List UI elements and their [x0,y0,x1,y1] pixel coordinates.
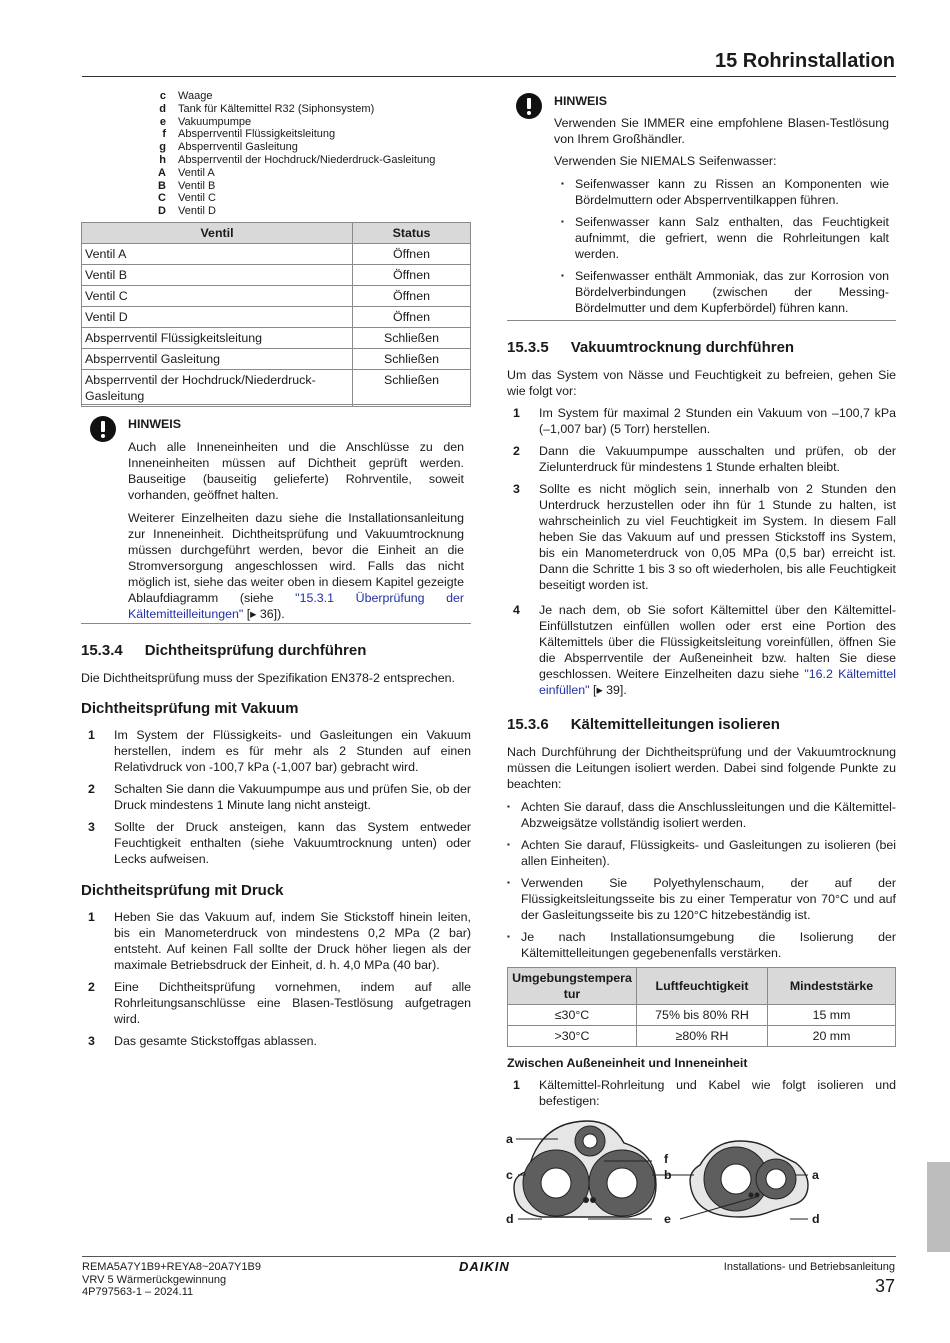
table-cell: 20 mm [768,1026,896,1047]
table-cell: >30°C [508,1026,637,1047]
insulation-table [507,967,896,1047]
legend-text: Ventil B [178,179,216,192]
table-cell: Öffnen [353,286,471,307]
table-cell: 15 mm [768,1005,896,1026]
note-paragraph-2 [128,510,464,622]
pipe [541,1168,571,1198]
section-heading-15-3-4 [81,642,366,660]
header-rule [82,76,896,77]
table-header: Luftfeuchtigkeit [637,968,768,1005]
diagram-label-f: f [664,1152,669,1166]
legend-item [150,154,435,167]
diagram-label-d-right: d [812,1212,820,1226]
step-number: 1 [513,1078,520,1092]
legend-text: Ventil D [178,205,216,218]
table-cell: Öffnen [353,265,471,286]
table-row [82,370,471,407]
list-item [88,819,471,867]
cable-dot [590,1197,596,1203]
isolation-steps [513,1077,896,1115]
legend-key: h [159,153,166,166]
table-cell: Schließen [353,328,471,349]
cable-dot [749,1193,754,1198]
step-number: 3 [88,820,95,834]
step-number: 2 [513,444,520,458]
legend-item [150,90,435,103]
list-item [513,481,896,593]
bullet-text: Seifenwasser enthält Ammoniak, das zur Korrosion von Bördelverbindungen (zwischen der Messing-Bördelmutter und dem Kupferbördel) führen kann. [575,269,889,315]
bullet-mark: ▪ [561,217,564,226]
section-intro: Um das System von Nässe und Feuchtigkeit zu befreien, gehen Sie wie folgt vor: [507,368,896,398]
legend-text: Waage [178,90,213,102]
legend-text: Absperrventil der Hochdruck/Niederdruck-Gasleitung [178,153,436,166]
step-number: 1 [88,910,95,924]
section-intro: Nach Durchführung der Dichtheitsprüfung und der Vakuumtrocknung müssen die Leitungen isoliert werden. Dabei sind folgende Punkte zu beachten: [507,745,896,791]
step-number: 3 [513,482,520,496]
note-paragraph-1: Auch alle Inneneinheiten und die Anschlüsse zu den Inneneinheiten müssen auf Dichtheit geprüft werden. Bauseitige (bauseitig gelieferte) Rohrventile, soweit vorhanden, geöffnet halten. [128,440,464,502]
legend-text: Ventil A [178,166,215,179]
diagram-label-a-right: a [812,1168,819,1182]
page-reference: [▸ 39]. [589,683,627,697]
pressure-steps [88,909,471,1055]
legend-key: A [158,166,166,179]
legend-item [150,167,435,180]
step-text: Schalten Sie dann die Vakuumpumpe aus und prüfen Sie, ob der Druck mindestens 1 Minute lang nicht ansteigt. [114,782,471,812]
table-header-status: Status [353,223,471,244]
pipe [607,1168,637,1198]
table-cell: Öffnen [353,244,471,265]
daikin-logo: DAIKIN [459,1259,510,1274]
section-title: Vakuumtrocknung durchführen [570,339,795,356]
legend-list [150,90,435,218]
section-title: Dichtheitsprüfung durchführen [144,642,367,659]
bullet-mark: ▪ [507,840,510,849]
legend-item [150,103,435,116]
vacuum-drying-step-4 [513,602,896,704]
vacuum-drying-steps [513,405,896,599]
warning-icon [516,93,542,119]
table-header: Umgebungstempera tur [508,968,637,1005]
list-item [513,443,896,475]
step-text: Das gesamte Stickstoffgas ablassen. [114,1034,317,1048]
note-paragraph-2: Verwenden Sie NIEMALS Seifenwasser: [554,154,777,168]
step-number: 4 [513,603,520,617]
footer-rule [82,1256,896,1257]
table-cell: ≥80% RH [637,1026,768,1047]
bullet-mark: ▪ [507,878,510,887]
valve-status-table [81,222,471,407]
footer-document-info [82,1261,261,1299]
cross-reference-link[interactable]: "16.2 Kältemittel einfüllen" [539,667,896,697]
table-row [82,286,471,307]
vacuum-steps [88,727,471,873]
table-row [508,1005,896,1026]
step-number: 2 [88,980,95,994]
footer-doc-number: 4P797563-1 – 2024.11 [82,1286,194,1298]
list-item [88,909,471,973]
table-row [82,307,471,328]
step-text: Im System für maximal 2 Stunden ein Vakuum von –100,7 kPa (–1,007 bar) (5 Torr) herstellen. [539,406,896,436]
subheading-druck: Dichtheitsprüfung mit Druck [81,882,284,899]
note-rule-bottom [81,623,471,624]
legend-key: g [159,141,166,154]
table-row [82,265,471,286]
section-heading-15-3-6 [507,716,780,734]
bullet-mark: ▪ [507,932,510,941]
legend-key: D [158,205,166,218]
subheading-zwischen: Zwischen Außeneinheit und Inneneinheit [507,1056,748,1070]
chapter-title: 15 Rohrinstallation [714,50,895,72]
step-number: 2 [88,782,95,796]
table-header-ventil: Ventil [82,223,353,244]
step-text-body: Je nach dem, ob Sie sofort Kältemittel über den Kältemittel-Einfüllstutzen einfüllen wollen oder erst eine Portion des Kältemittels über die Flüssigkeitsleitung voreinfüllen, öffnen Sie die Absperrventile der Außeneinheit bzw. halten Sie diese geschlossen. Weitere Einzelheiten dazu siehe [539,603,896,681]
note-bullet-list [561,176,889,322]
step-text [539,602,896,698]
step-text: Eine Dichtheitsprüfung vornehmen, indem auf alle Rohrleitungsanschlüsse eine Blasen-Testlösung aufgetragen wird. [114,980,471,1026]
legend-key: e [159,115,166,128]
list-item [513,405,896,437]
list-item [507,837,896,869]
legend-text: Vakuumpumpe [178,115,252,128]
list-item [507,929,896,961]
legend-text: Absperrventil Flüssigkeitsleitung [178,128,336,141]
list-item [507,799,896,831]
bullet-mark: ▪ [561,271,564,280]
section-title: Kältemittelleitungen isolieren [570,716,780,733]
step-text: Sollte es nicht möglich sein, innerhalb von 2 Stunden den Unterdruck herzustellen oder ihn für 1 Stunde zu halten, ist wahrscheinlich zu viel Feuchtigkeit im System. In diesem Fall heben Sie das Vakuum auf und pressen Stickstoff ins System, bis ein Manometerdruck von 0,05 MPa (0,5 bar) erreicht ist. Dann die Schritte 1 bis 3 so oft wiederholen, bis alle Feuchtigkeit beseitigt worden ist. [539,482,896,592]
table-cell: Öffnen [353,307,471,328]
step-text: Heben Sie das Vakuum auf, indem Sie Stickstoff hinein leiten, bis ein Manometerdruck von mindestens 0,2 MPa (2 bar) entsteht. Auf keinen Fall sollte der Druck höher liegen als der maximale Betriebsdruck der Einheit, d. h. 4,0 MPa (40 bar). [114,910,471,972]
diagram-label-b: b [664,1168,672,1182]
legend-item [150,128,435,141]
table-header: Mindeststärke [768,968,896,1005]
legend-text: Absperrventil Gasleitung [178,141,298,154]
legend-item [150,180,435,193]
page-number: 37 [874,1276,895,1296]
diagram-label-a: a [506,1132,513,1146]
pipe [583,1134,597,1148]
step-number: 1 [513,406,520,420]
list-item [561,268,889,316]
list-item [88,727,471,775]
note-box-right [507,87,896,321]
legend-item [150,141,435,154]
legend-key: c [159,90,166,102]
list-item [561,176,889,208]
note-box-left [81,404,471,624]
legend-text: Ventil C [178,192,216,205]
table-row [82,244,471,265]
note-title: HINWEIS [554,94,608,108]
subheading-vakuum: Dichtheitsprüfung mit Vakuum [81,700,299,717]
legend-text: Tank für Kältemittel R32 (Siphonsystem) [178,102,375,115]
section-number: 15.3.5 [507,339,549,356]
table-cell: Absperrventil der Hochdruck/Niederdruck-Gasleitung [82,370,353,407]
list-item [561,214,889,262]
chapter-side-tab [927,1162,950,1252]
list-item [88,1033,471,1049]
section-number: 15.3.4 [81,642,123,659]
list-item [513,602,896,698]
table-cell: Schließen [353,349,471,370]
bullet-text: Seifenwasser kann Salz enthalten, das Feuchtigkeit aufnimmt, die gefriert, wenn die Rohrleitungen kalt werden. [575,215,889,261]
footer-model: REMA5A7Y1B9+REYA8~20A7Y1B9 [82,1261,261,1273]
step-number: 3 [88,1034,95,1048]
bullet-text: Achten Sie darauf, Flüssigkeits- und Gasleitungen zu isolieren (bei allen Einheiten). [521,838,896,868]
table-cell: Ventil C [82,286,353,307]
table-cell: Absperrventil Flüssigkeitsleitung [82,328,353,349]
note-rule-bottom [507,320,896,321]
insulation-bullets [507,799,896,967]
step-text: Kältemittel-Rohrleitung und Kabel wie folgt isolieren und befestigen: [539,1078,896,1108]
list-item [513,1077,896,1109]
table-row [82,328,471,349]
table-row [508,1026,896,1047]
diagram-label-c: c [506,1168,513,1182]
page-reference: [▸ 36]). [243,607,285,621]
warning-icon [90,416,116,442]
bullet-text: Je nach Installationsumgebung die Isolierung der Kältemittelleitungen gegebenenfalls verstärken. [521,930,896,960]
step-text: Dann die Vakuumpumpe ausschalten und prüfen, ob der Zielunterdruck für mindestens 1 Stunde erhalten bleibt. [539,444,896,474]
table-cell: Ventil D [82,307,353,328]
diagram-label-e: e [664,1212,671,1226]
bullet-text: Seifenwasser kann zu Rissen an Komponenten wie Bördelmuttern oder Absperrventilkappen führen. [575,177,889,207]
list-item [88,979,471,1027]
legend-key: B [158,179,166,192]
step-text: Sollte der Druck ansteigen, kann das System entweder Feuchtigkeit enthalten (siehe Vakuumtrocknung unten) oder Lecks aufweisen. [114,820,471,866]
table-cell: Absperrventil Gasleitung [82,349,353,370]
table-cell: Ventil B [82,265,353,286]
legend-key: C [158,192,166,205]
legend-item [150,192,435,205]
list-item [507,875,896,923]
note-paragraph-1: Verwenden Sie IMMER eine empfohlene Blasen-Testlösung von Ihrem Großhändler. [554,116,889,146]
legend-item [150,205,435,218]
diagram-label-d: d [506,1212,514,1226]
legend-key: d [159,102,166,115]
section-heading-15-3-5 [507,339,794,357]
bullet-mark: ▪ [561,179,564,188]
section-intro: Die Dichtheitsprüfung muss der Spezifikation EN378-2 entsprechen. [81,671,455,685]
note-text: Weiterer Einzelheiten dazu siehe die Installationsanleitung zur Inneneinheit. Dichtheitsprüfung und Vakuumtrocknung müssen durchgeführt werden, bevor die Einheit an die Stromversorgung angeschlossen wird. Falls das nicht möglich ist, siehe das weiter oben in diesem Kapitel gezeigte Ablaufdiagramm (siehe [128,511,464,605]
pipe [721,1164,751,1194]
table-cell: 75% bis 80% RH [637,1005,768,1026]
list-item [88,781,471,813]
legend-key: f [162,128,166,141]
step-text: Im System der Flüssigkeits- und Gasleitungen ein Vakuum herstellen, indem es für mehr als 2 Stunden auf einen Relativdruck von -100,7 kPa (-1,007 bar) gebracht wird. [114,728,471,774]
pipe [766,1169,786,1189]
table-cell: Ventil A [82,244,353,265]
note-title: HINWEIS [128,417,182,431]
bullet-text: Achten Sie darauf, dass die Anschlussleitungen und die Kältemittel-Abzweigsätze vollständig isoliert werden. [521,800,896,830]
table-row [82,349,471,370]
footer-doc-type: Installations- und Betriebsanleitung [723,1261,895,1273]
section-number: 15.3.6 [507,716,549,733]
footer-product: VRV 5 Wärmerückgewinnung [82,1273,227,1286]
legend-item [150,116,435,129]
table-cell: Schließen [353,370,471,407]
step-number: 1 [88,728,95,742]
table-cell: ≤30°C [508,1005,637,1026]
cross-reference-link[interactable]: "15.3.1 Überprüfung der Kältemitteilleitungen" [128,591,464,621]
bullet-mark: ▪ [507,802,510,811]
bullet-text: Verwenden Sie Polyethylenschaum, der auf der Flüssigkeitsleitungsseite bis zu einer Temperatur von 70°C und auf der Gasleitungsseite bis zu 120°C hitzebeständig ist. [521,876,896,922]
cable-dot [583,1197,589,1203]
note-rule-top [81,404,471,405]
